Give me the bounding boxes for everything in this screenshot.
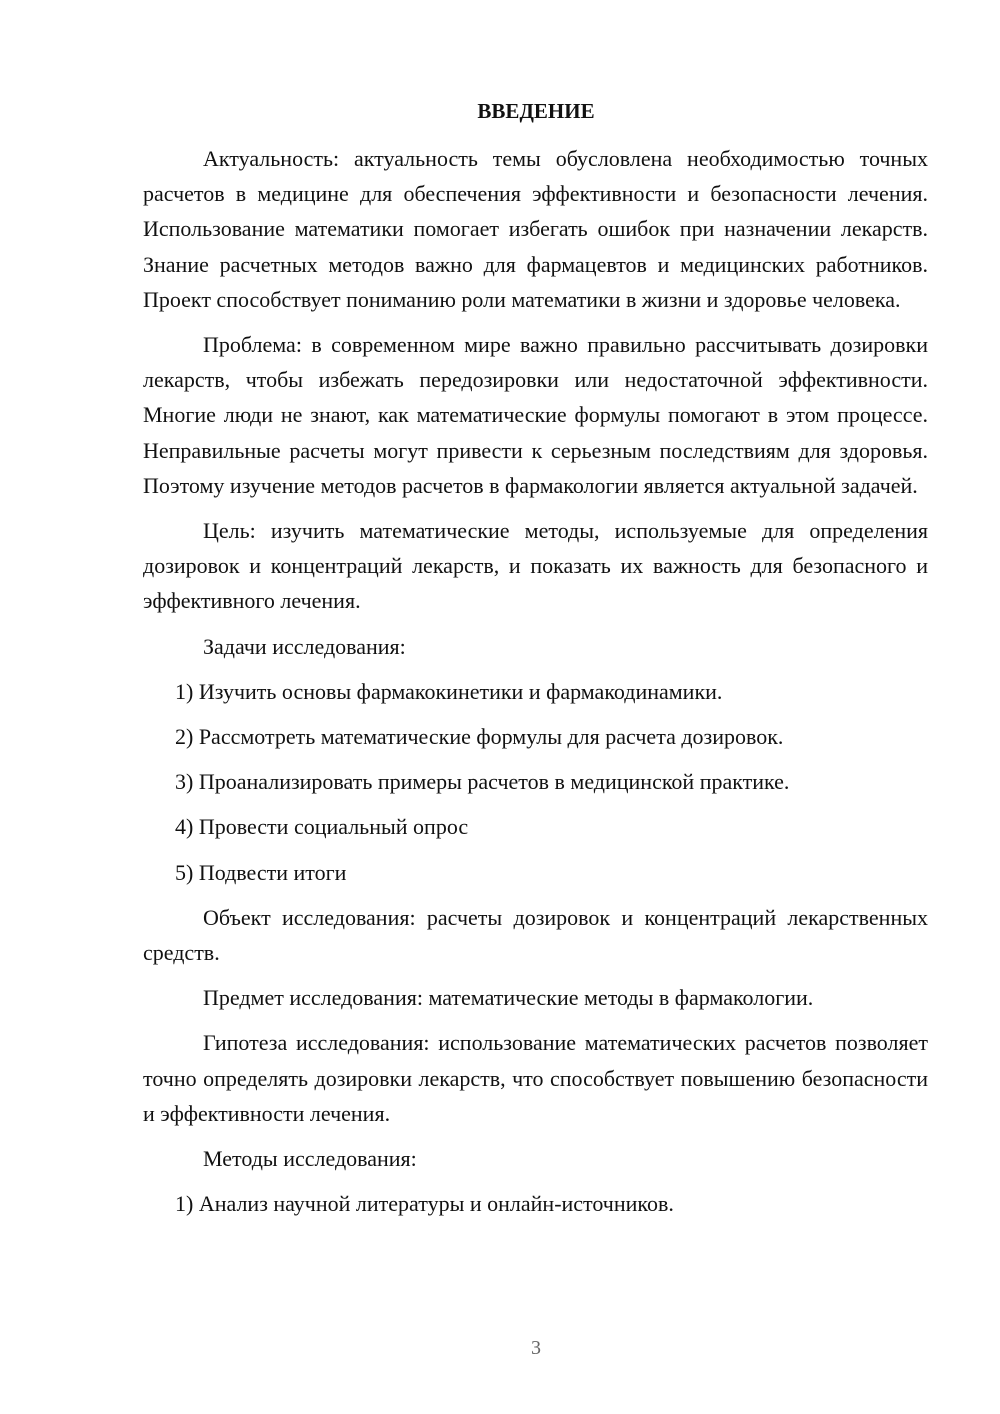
tasks-heading: Задачи исследования: — [203, 633, 406, 659]
task-item: 2) Рассмотреть математические формулы для расчета дозировок. — [175, 724, 784, 750]
method-item: 1) Анализ научной литературы и онлайн-источников. — [175, 1191, 674, 1217]
hypothesis-paragraph: Гипотеза исследования: использование математических расчетов позволяет точно определять дозировки лекарств, что способствует повышению безопасности и эффективности лечения. — [143, 1030, 928, 1126]
relevance-paragraph: Актуальность: актуальность темы обусловлена необходимостью точных расчетов в медицине для обеспечения эффективности и безопасности лечения. Использование математики помогает избегать ошибок при назначении лекарств. Знание расчетных методов важно для фармацевтов и медицинских работников. Проект способствует пониманию роли математики в жизни и здоровье человека. — [143, 146, 928, 312]
page-number: 3 — [531, 1337, 541, 1359]
document-body — [143, 141, 928, 1231]
problem-paragraph: Проблема: в современном мире важно правильно рассчитывать дозировки лекарств, чтобы избежать передозировки или недостаточной эффективности. Многие люди не знают, как математические формулы помогают в этом процессе. Неправильные расчеты могут привести к серьезным последствиям для здоровья. Поэтому изучение методов расчетов в фармакологии является актуальной задачей. — [143, 332, 928, 498]
page-title: ВВЕДЕНИЕ — [477, 99, 595, 123]
subject-paragraph: Предмет исследования: математические методы в фармакологии. — [203, 985, 814, 1011]
task-item: 5) Подвести итоги — [175, 859, 347, 885]
goal-paragraph: Цель: изучить математические методы, используемые для определения дозировок и концентраций лекарств, и показать их важность для безопасного и эффективного лечения. — [143, 518, 928, 614]
task-item: 3) Проанализировать примеры расчетов в медицинской практике. — [175, 769, 790, 795]
task-item: 1) Изучить основы фармакокинетики и фармакодинамики. — [175, 678, 723, 704]
object-paragraph: Объект исследования: расчеты дозировок и концентраций лекарственных средств. — [143, 904, 928, 966]
task-item: 4) Провести социальный опрос — [175, 814, 469, 840]
methods-heading: Методы исследования: — [203, 1146, 417, 1172]
